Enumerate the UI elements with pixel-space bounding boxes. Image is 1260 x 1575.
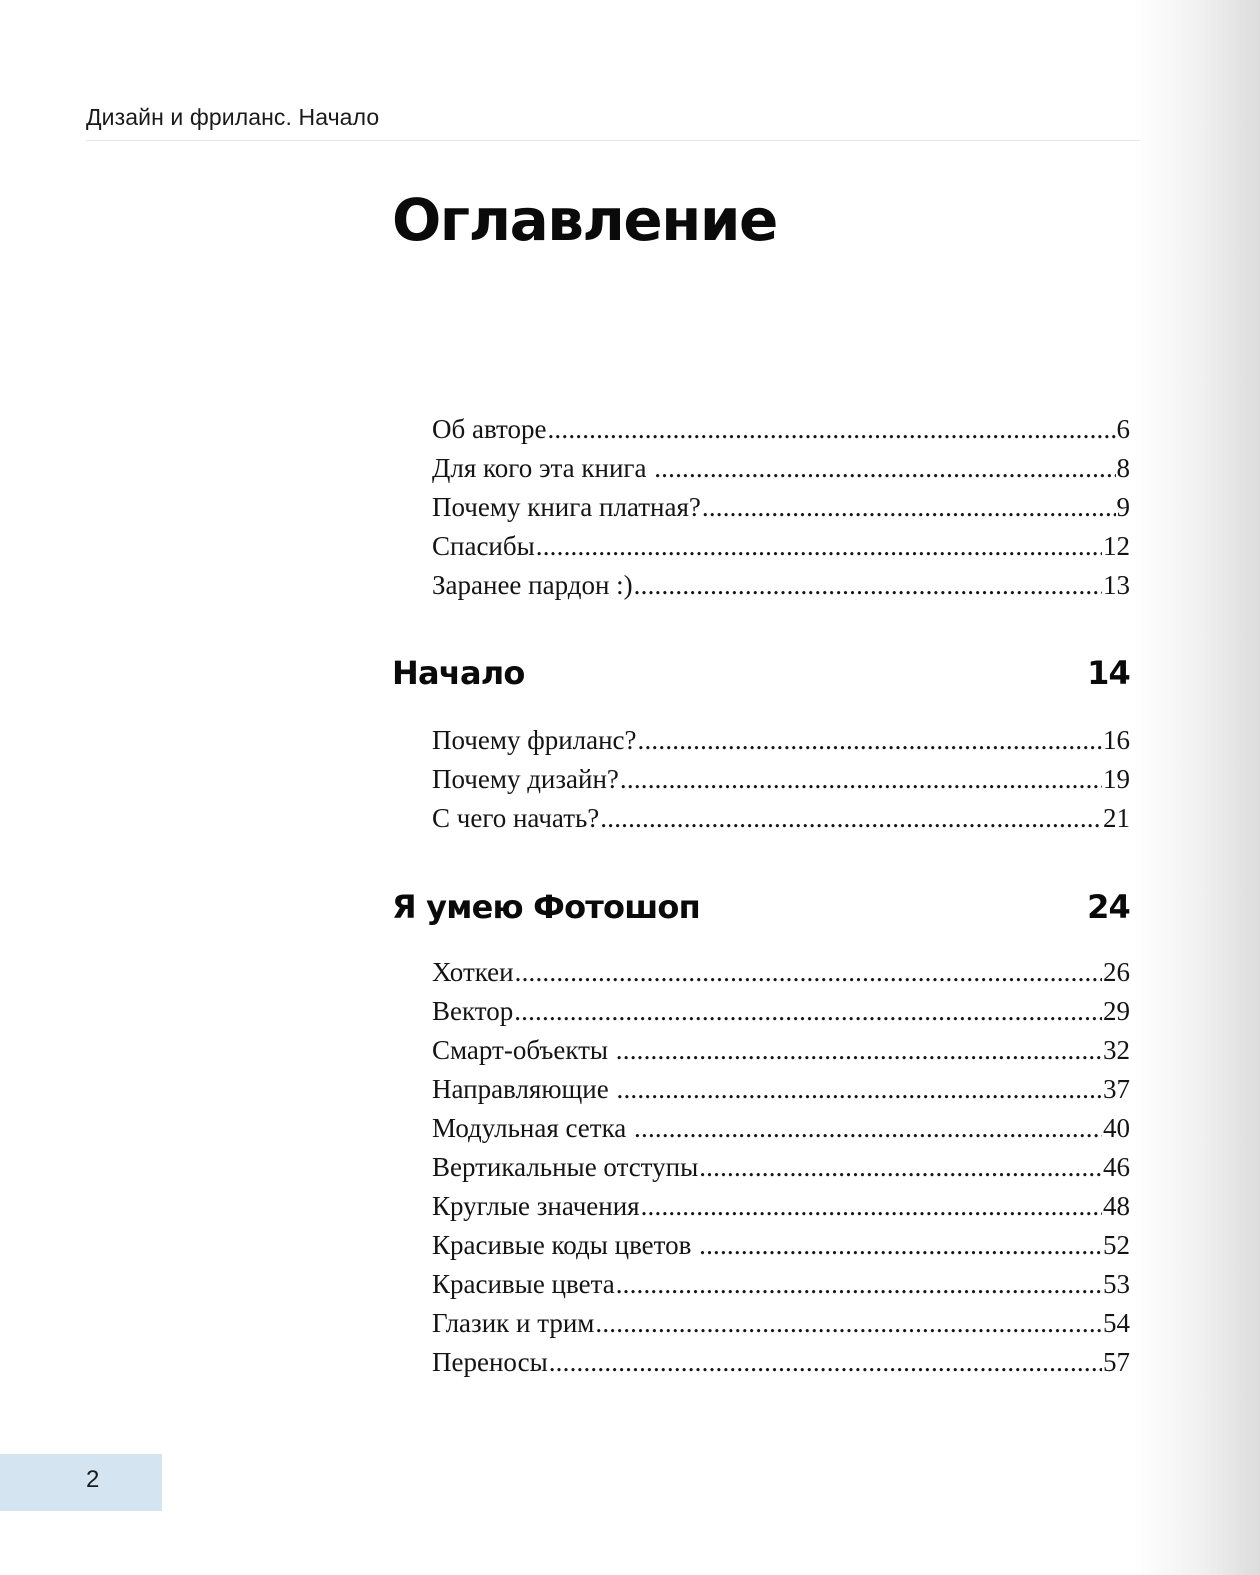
toc-entry-title: Вертикальные отступы (432, 1152, 699, 1182)
toc-entry[interactable] (432, 566, 1130, 605)
section-title: Я умею Фотошоп (392, 888, 700, 926)
toc-leader-dots (616, 1265, 1102, 1304)
toc-leader-dots (634, 566, 1102, 605)
toc-entry-page: 19 (1103, 764, 1130, 794)
toc-entry-page: 6 (1116, 414, 1130, 444)
section-title: Начало (392, 654, 525, 692)
toc-leader-dots (514, 992, 1102, 1031)
toc-section-list-nachalo (432, 721, 1130, 838)
toc-leader-dots (699, 1226, 1102, 1265)
toc-entry[interactable] (432, 992, 1130, 1031)
toc-leader-dots (654, 449, 1115, 488)
toc-leader-dots (536, 527, 1102, 566)
toc-leader-dots (634, 1109, 1102, 1148)
toc-entry[interactable] (432, 1187, 1130, 1226)
header-rule (86, 140, 1140, 141)
toc-section-list-photoshop (432, 953, 1130, 1382)
toc-intro-list (432, 410, 1130, 605)
toc-entry[interactable] (432, 721, 1130, 760)
toc-leader-dots (699, 1148, 1102, 1187)
toc-entry-title: Для кого эта книга (432, 453, 654, 483)
toc-entry-title: Хоткеи (432, 957, 514, 987)
page-number: 2 (86, 1466, 100, 1493)
toc-leader-dots (547, 410, 1115, 449)
toc-entry-title: Направляющие (432, 1074, 616, 1104)
toc-entry-page: 13 (1103, 570, 1130, 600)
toc-entry[interactable] (432, 1265, 1130, 1304)
toc-entry[interactable] (432, 1109, 1130, 1148)
toc-leader-dots (641, 1187, 1102, 1226)
toc-entry-title: Почему фриланс? (432, 725, 637, 755)
toc-entry-page: 9 (1116, 492, 1130, 522)
toc-entry-page: 40 (1103, 1113, 1130, 1143)
toc-entry-page: 29 (1103, 996, 1130, 1026)
toc-entry-title: Заранее пардон :) (432, 570, 633, 600)
toc-leader-dots (638, 721, 1102, 760)
toc-leader-dots (617, 1070, 1103, 1109)
toc-entry-page: 32 (1103, 1035, 1130, 1065)
toc-entry-page: 16 (1103, 725, 1130, 755)
section-page: 24 (1087, 888, 1130, 926)
toc-entry[interactable] (432, 1031, 1130, 1070)
toc-leader-dots (549, 1343, 1102, 1382)
toc-entry-page: 54 (1103, 1308, 1130, 1338)
toc-entry[interactable] (432, 1070, 1130, 1109)
toc-entry-page: 21 (1103, 803, 1130, 833)
toc-entry[interactable] (432, 953, 1130, 992)
toc-entry[interactable] (432, 1343, 1130, 1382)
toc-entry-title: Вектор (432, 996, 514, 1026)
toc-entry-title: Переносы (432, 1347, 548, 1377)
toc-entry-title: Глазик и трим (432, 1308, 595, 1338)
toc-leader-dots (600, 799, 1102, 838)
toc-leader-dots (702, 488, 1116, 527)
toc-entry-page: 53 (1103, 1269, 1130, 1299)
toc-entry-page: 12 (1103, 531, 1130, 561)
section-heading-photoshop[interactable] (392, 888, 1130, 926)
toc-entry-title: С чего начать? (432, 803, 600, 833)
toc-entry-title: Смарт-объекты (432, 1035, 615, 1065)
toc-entry-page: 46 (1103, 1152, 1130, 1182)
toc-entry[interactable] (432, 527, 1130, 566)
page-number-box (0, 1454, 162, 1511)
toc-leader-dots (616, 1031, 1102, 1070)
section-page: 14 (1087, 654, 1130, 692)
toc-leader-dots (515, 953, 1102, 992)
toc-entry-page: 8 (1116, 453, 1130, 483)
toc-entry[interactable] (432, 799, 1130, 838)
toc-entry[interactable] (432, 410, 1130, 449)
toc-leader-dots (595, 1304, 1102, 1343)
toc-entry-page: 48 (1103, 1191, 1130, 1221)
toc-entry-title: Круглые значения (432, 1191, 640, 1221)
toc-entry[interactable] (432, 1226, 1130, 1265)
toc-entry-title: Красивые цвета (432, 1269, 615, 1299)
toc-leader-dots (620, 760, 1102, 799)
toc-entry-page: 57 (1103, 1347, 1130, 1377)
toc-entry-title: Почему дизайн? (432, 764, 619, 794)
running-header: Дизайн и фриланс. Начало (86, 104, 380, 130)
toc-entry-title: Спасибы (432, 531, 535, 561)
toc-entry[interactable] (432, 1148, 1130, 1187)
toc-entry[interactable] (432, 760, 1130, 799)
toc-entry-page: 26 (1103, 957, 1130, 987)
toc-entry-title: Об авторе (432, 414, 547, 444)
section-heading-nachalo[interactable] (392, 654, 1130, 692)
toc-entry-title: Модульная сетка (432, 1113, 634, 1143)
toc-entry-page: 52 (1103, 1230, 1130, 1260)
toc-entry[interactable] (432, 1304, 1130, 1343)
toc-entry[interactable] (432, 488, 1130, 527)
toc-entry-title: Красивые коды цветов (432, 1230, 699, 1260)
toc-entry-title: Почему книга платная? (432, 492, 701, 522)
toc-entry[interactable] (432, 449, 1130, 488)
toc-entry-page: 37 (1103, 1074, 1130, 1104)
toc-title: Оглавление (392, 186, 777, 254)
